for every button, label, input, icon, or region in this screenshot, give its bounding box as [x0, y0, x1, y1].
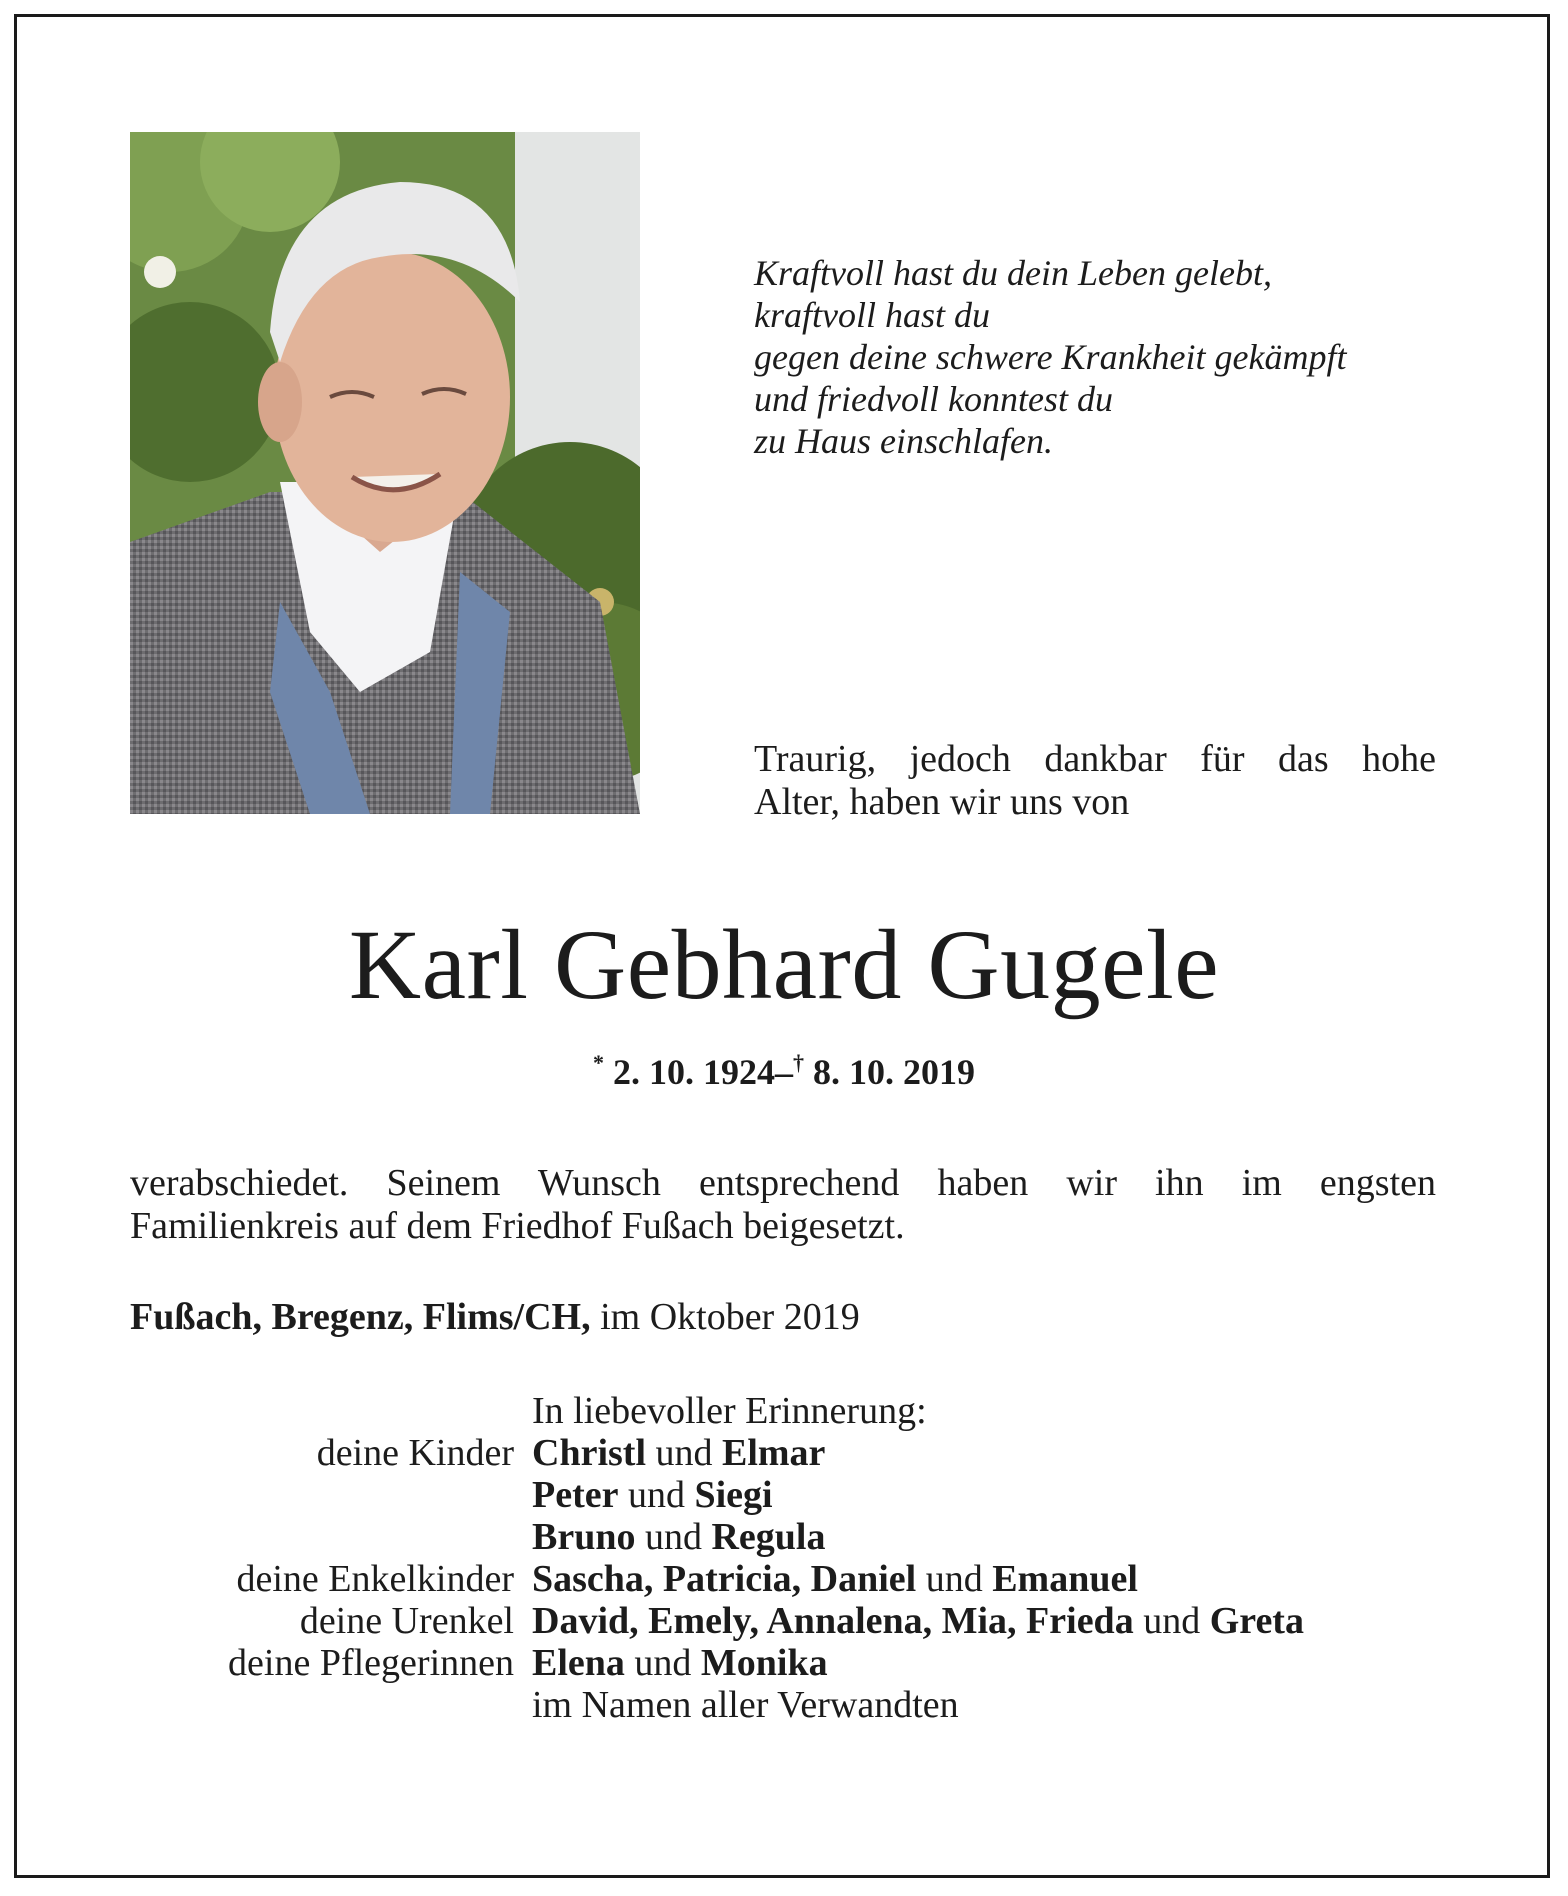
mourner-names: Elena und Monika — [532, 1642, 828, 1684]
mourner-names: Peter und Siegi — [532, 1474, 773, 1516]
closing-row — [0, 1684, 1568, 1726]
memory-heading-row — [0, 1390, 1568, 1432]
intro-line: Traurig, jedoch dankbar für das hohe — [754, 738, 1436, 780]
mourner-row — [0, 1474, 1568, 1516]
memory-heading: In liebevoller Erinnerung: — [532, 1390, 927, 1432]
life-dates — [0, 1042, 1568, 1093]
birth-date: 2. 10. 1924 — [613, 1052, 775, 1092]
place-date — [130, 1296, 860, 1339]
portrait-photo — [130, 132, 640, 814]
mourner-label: deine Pflegerinnen — [228, 1642, 514, 1684]
birth-symbol: * — [593, 1050, 604, 1075]
mourner-row — [0, 1558, 1568, 1600]
death-symbol: † — [793, 1050, 804, 1075]
closing-text: im Namen aller Verwandten — [532, 1684, 959, 1726]
mourner-row — [0, 1516, 1568, 1558]
mourner-row — [0, 1642, 1568, 1684]
poem-line: kraftvoll hast du — [754, 295, 990, 335]
poem-line: zu Haus einschlafen. — [754, 421, 1053, 461]
intro-text — [754, 738, 1436, 824]
mourner-names: Christl und Elmar — [532, 1432, 826, 1474]
poem-line: Kraftvoll hast du dein Leben gelebt, — [754, 253, 1272, 293]
mourner-row — [0, 1600, 1568, 1642]
place-locations: Fußach, Bregenz, Flims/CH, — [130, 1296, 591, 1338]
mourner-label: deine Urenkel — [299, 1600, 514, 1642]
mourner-label: deine Enkelkinder — [236, 1558, 514, 1600]
mourner-names: Sascha, Patricia, Daniel und Emanuel — [532, 1558, 1138, 1600]
death-date: 8. 10. 2019 — [813, 1052, 975, 1092]
body-line: verabschiedet. Seinem Wunsch entsprechend haben wir ihn im engsten — [130, 1162, 1436, 1204]
mourner-names: Bruno und Regula — [532, 1516, 826, 1558]
mourners-list — [0, 1390, 1568, 1726]
portrait-illustration — [130, 132, 640, 814]
poem-line: und friedvoll konntest du — [754, 379, 1113, 419]
mourner-label: deine Kinder — [316, 1432, 514, 1474]
intro-line: Alter, haben wir uns von — [754, 781, 1130, 823]
notice-date: im Oktober 2019 — [600, 1296, 860, 1338]
deceased-name: Karl Gebhard Gugele — [348, 909, 1220, 1020]
burial-notice — [130, 1162, 1436, 1248]
date-separator: – — [775, 1052, 793, 1092]
mourner-names: David, Emely, Annalena, Mia, Frieda und Greta — [532, 1600, 1304, 1642]
poem-line: gegen deine schwere Krankheit gekämpft — [754, 337, 1347, 377]
mourner-row — [0, 1432, 1568, 1474]
memorial-poem — [754, 252, 1454, 462]
body-line: Familienkreis auf dem Friedhof Fußach beigesetzt. — [130, 1205, 905, 1247]
